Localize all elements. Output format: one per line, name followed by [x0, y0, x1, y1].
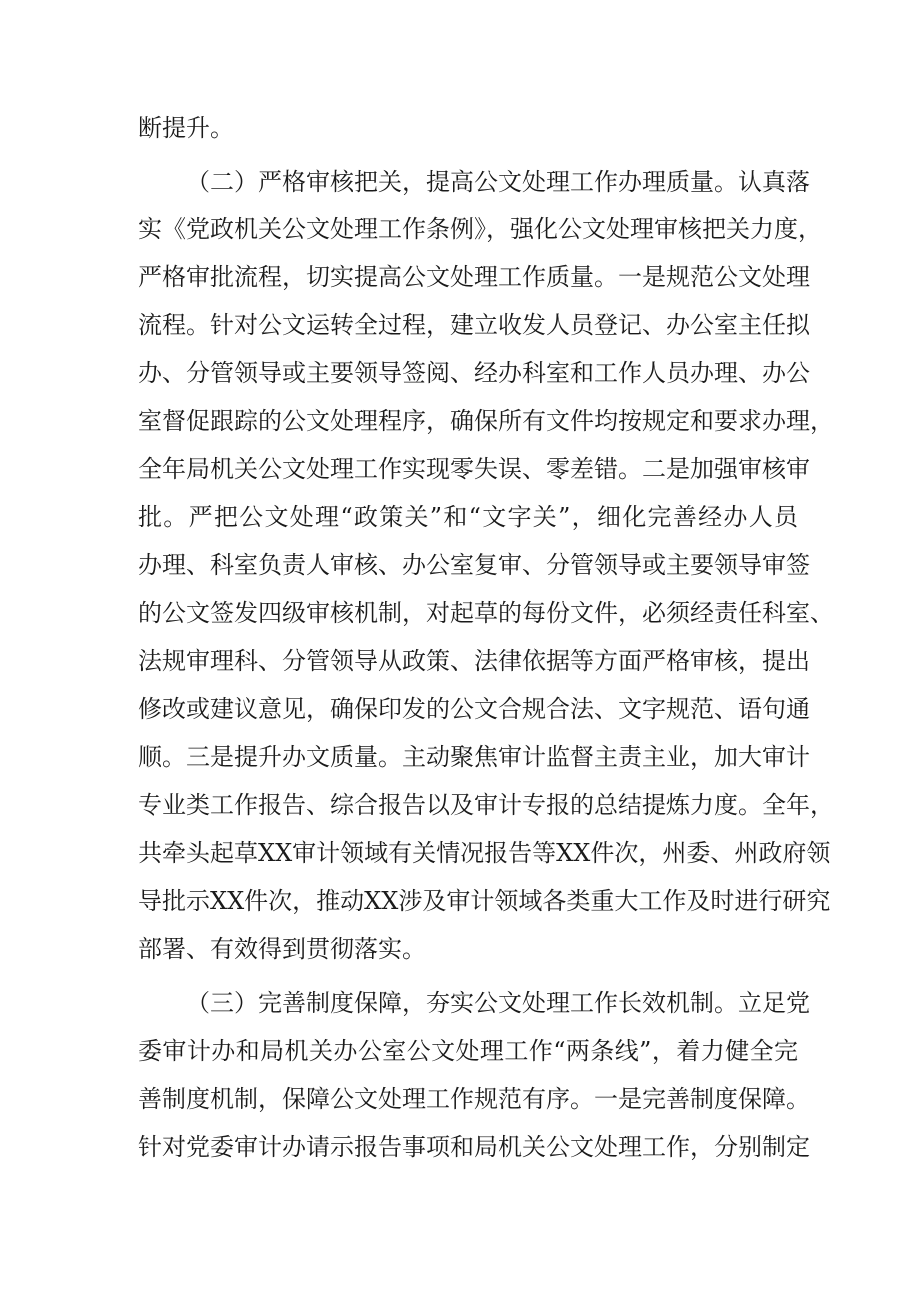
section-heading-line: （二）严格审核把关，提高公文处理工作办理质量。认真落 [186, 168, 810, 196]
text-line: 针对党委审计办请示报告事项和局机关公文处理工作，分别制定 [138, 1133, 810, 1161]
text-line: 实《党政机关公文处理工作条例》，强化公文处理审核把关力度， [138, 215, 822, 243]
text-line: 断提升。 [138, 114, 234, 142]
text-line: 共牵头起草XX审计领域有关情况报告等XX件次，州委、州政府领 [138, 839, 831, 867]
text-line: 的公文签发四级审核机制，对起草的每份文件，必须经责任科室、 [138, 599, 834, 627]
text-line: 严格审批流程，切实提高公文处理工作质量。一是规范公文处理 [138, 263, 810, 291]
text-line: 全年局机关公文处理工作实现零失误、零差错。二是加强审核审 [138, 455, 810, 483]
text-line: 法规审理科、分管领导从政策、法律依据等方面严格审核，提出 [138, 647, 810, 675]
text-line: 修改或建议意见，确保印发的公文合规合法、文字规范、语句通 [138, 695, 810, 723]
text-line: 批。严把公文处理“政策关”和“文字关”，细化完善经办人员 [138, 503, 798, 531]
text-line: 善制度机制，保障公文处理工作规范有序。一是完善制度保障。 [138, 1085, 810, 1113]
text-line: 部署、有效得到贯彻落实。 [138, 935, 426, 963]
text-line: 导批示XX件次，推动XX涉及审计领域各类重大工作及时进行研究 [138, 887, 831, 915]
text-line: 委审计办和局机关办公室公文处理工作“两条线”，着力健全完 [138, 1037, 798, 1065]
text-line: 办理、科室负责人审核、办公室复审、分管领导或主要领导审签 [138, 551, 810, 579]
text-line: 室督促跟踪的公文处理程序，确保所有文件均按规定和要求办理， [138, 407, 834, 435]
text-line: 专业类工作报告、综合报告以及审计专报的总结提炼力度。全年， [138, 791, 834, 819]
text-line: 顺。三是提升办文质量。主动聚焦审计监督主责主业，加大审计 [138, 743, 810, 771]
text-line: 办、分管领导或主要领导签阅、经办科室和工作人员办理、办公 [138, 359, 810, 387]
text-line: 流程。针对公文运转全过程，建立收发人员登记、办公室主任拟 [138, 311, 810, 339]
section-heading-line: （三）完善制度保障，夯实公文处理工作长效机制。立足党 [186, 989, 810, 1017]
